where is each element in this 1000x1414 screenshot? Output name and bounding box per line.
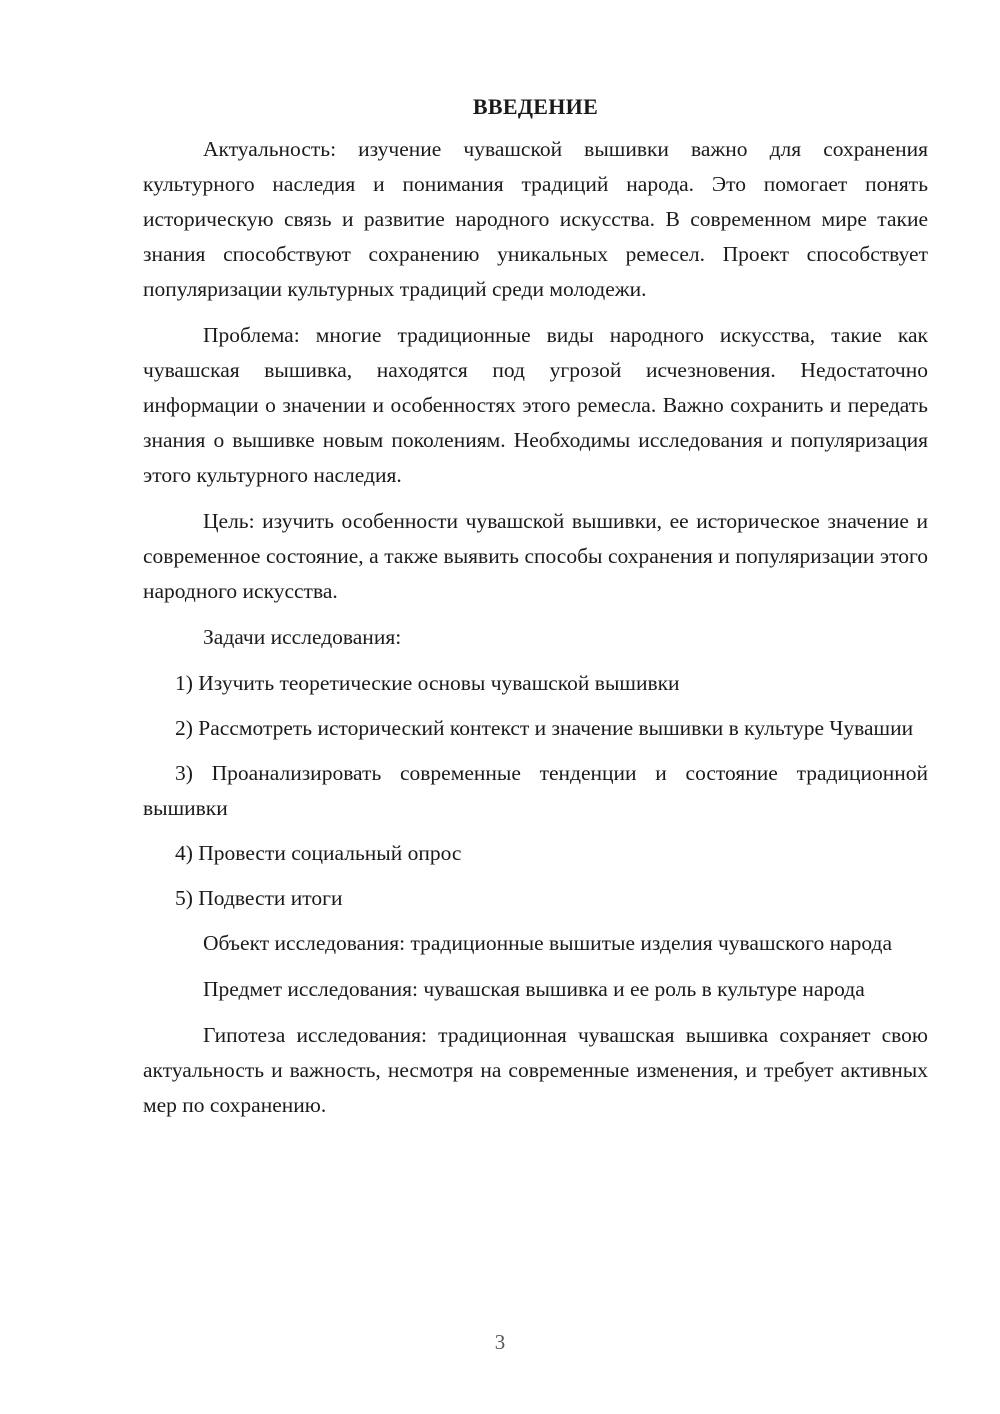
- task-item-2: 2) Рассмотреть исторический контекст и значение вышивки в культуре Чувашии: [175, 716, 914, 740]
- task-item-4: 4) Провести социальный опрос: [175, 841, 462, 865]
- document-page: [143, 90, 928, 1134]
- paragraph-hypothesis: Гипотеза исследования: традиционная чувашская вышивка сохраняет свою актуальность и важность, несмотря на современные изменения, и требует активных мер по сохранению.: [143, 1023, 928, 1117]
- document-title: ВВЕДЕНИЕ: [472, 94, 599, 119]
- tasks-heading: Задачи исследования:: [203, 625, 402, 649]
- task-item-5: 5) Подвести итоги: [175, 886, 343, 910]
- paragraph-object: Объект исследования: традиционные вышитые изделия чувашского народа: [203, 931, 892, 955]
- task-item-3: 3) Проанализировать современные тенденции и состояние традиционной вышивки: [143, 761, 928, 820]
- page-number: 3: [494, 1330, 506, 1354]
- paragraph-subject: Предмет исследования: чувашская вышивка и ее роль в культуре народа: [203, 977, 865, 1001]
- paragraph-goal: Цель: изучить особенности чувашской вышивки, ее историческое значение и современное состояние, а также выявить способы сохранения и популяризации этого народного искусства.: [143, 509, 928, 603]
- task-item-1: 1) Изучить теоретические основы чувашской вышивки: [175, 671, 680, 695]
- paragraph-relevance: Актуальность: изучение чувашской вышивки важно для сохранения культурного наследия и понимания традиций народа. Это помогает понять историческую связь и развитие народного искусства. В современном мире такие знания способствуют сохранению уникальных ремесел. Проект способствует популяризации культурных традиций среди молодежи.: [143, 137, 928, 301]
- paragraph-problem: Проблема: многие традиционные виды народного искусства, такие как чувашская вышивка, находятся под угрозой исчезновения. Недостаточно информации о значении и особенностях этого ремесла. Важно сохранить и передать знания о вышивке новым поколениям. Необходимы исследования и популяризация этого культурного наследия.: [143, 323, 928, 487]
